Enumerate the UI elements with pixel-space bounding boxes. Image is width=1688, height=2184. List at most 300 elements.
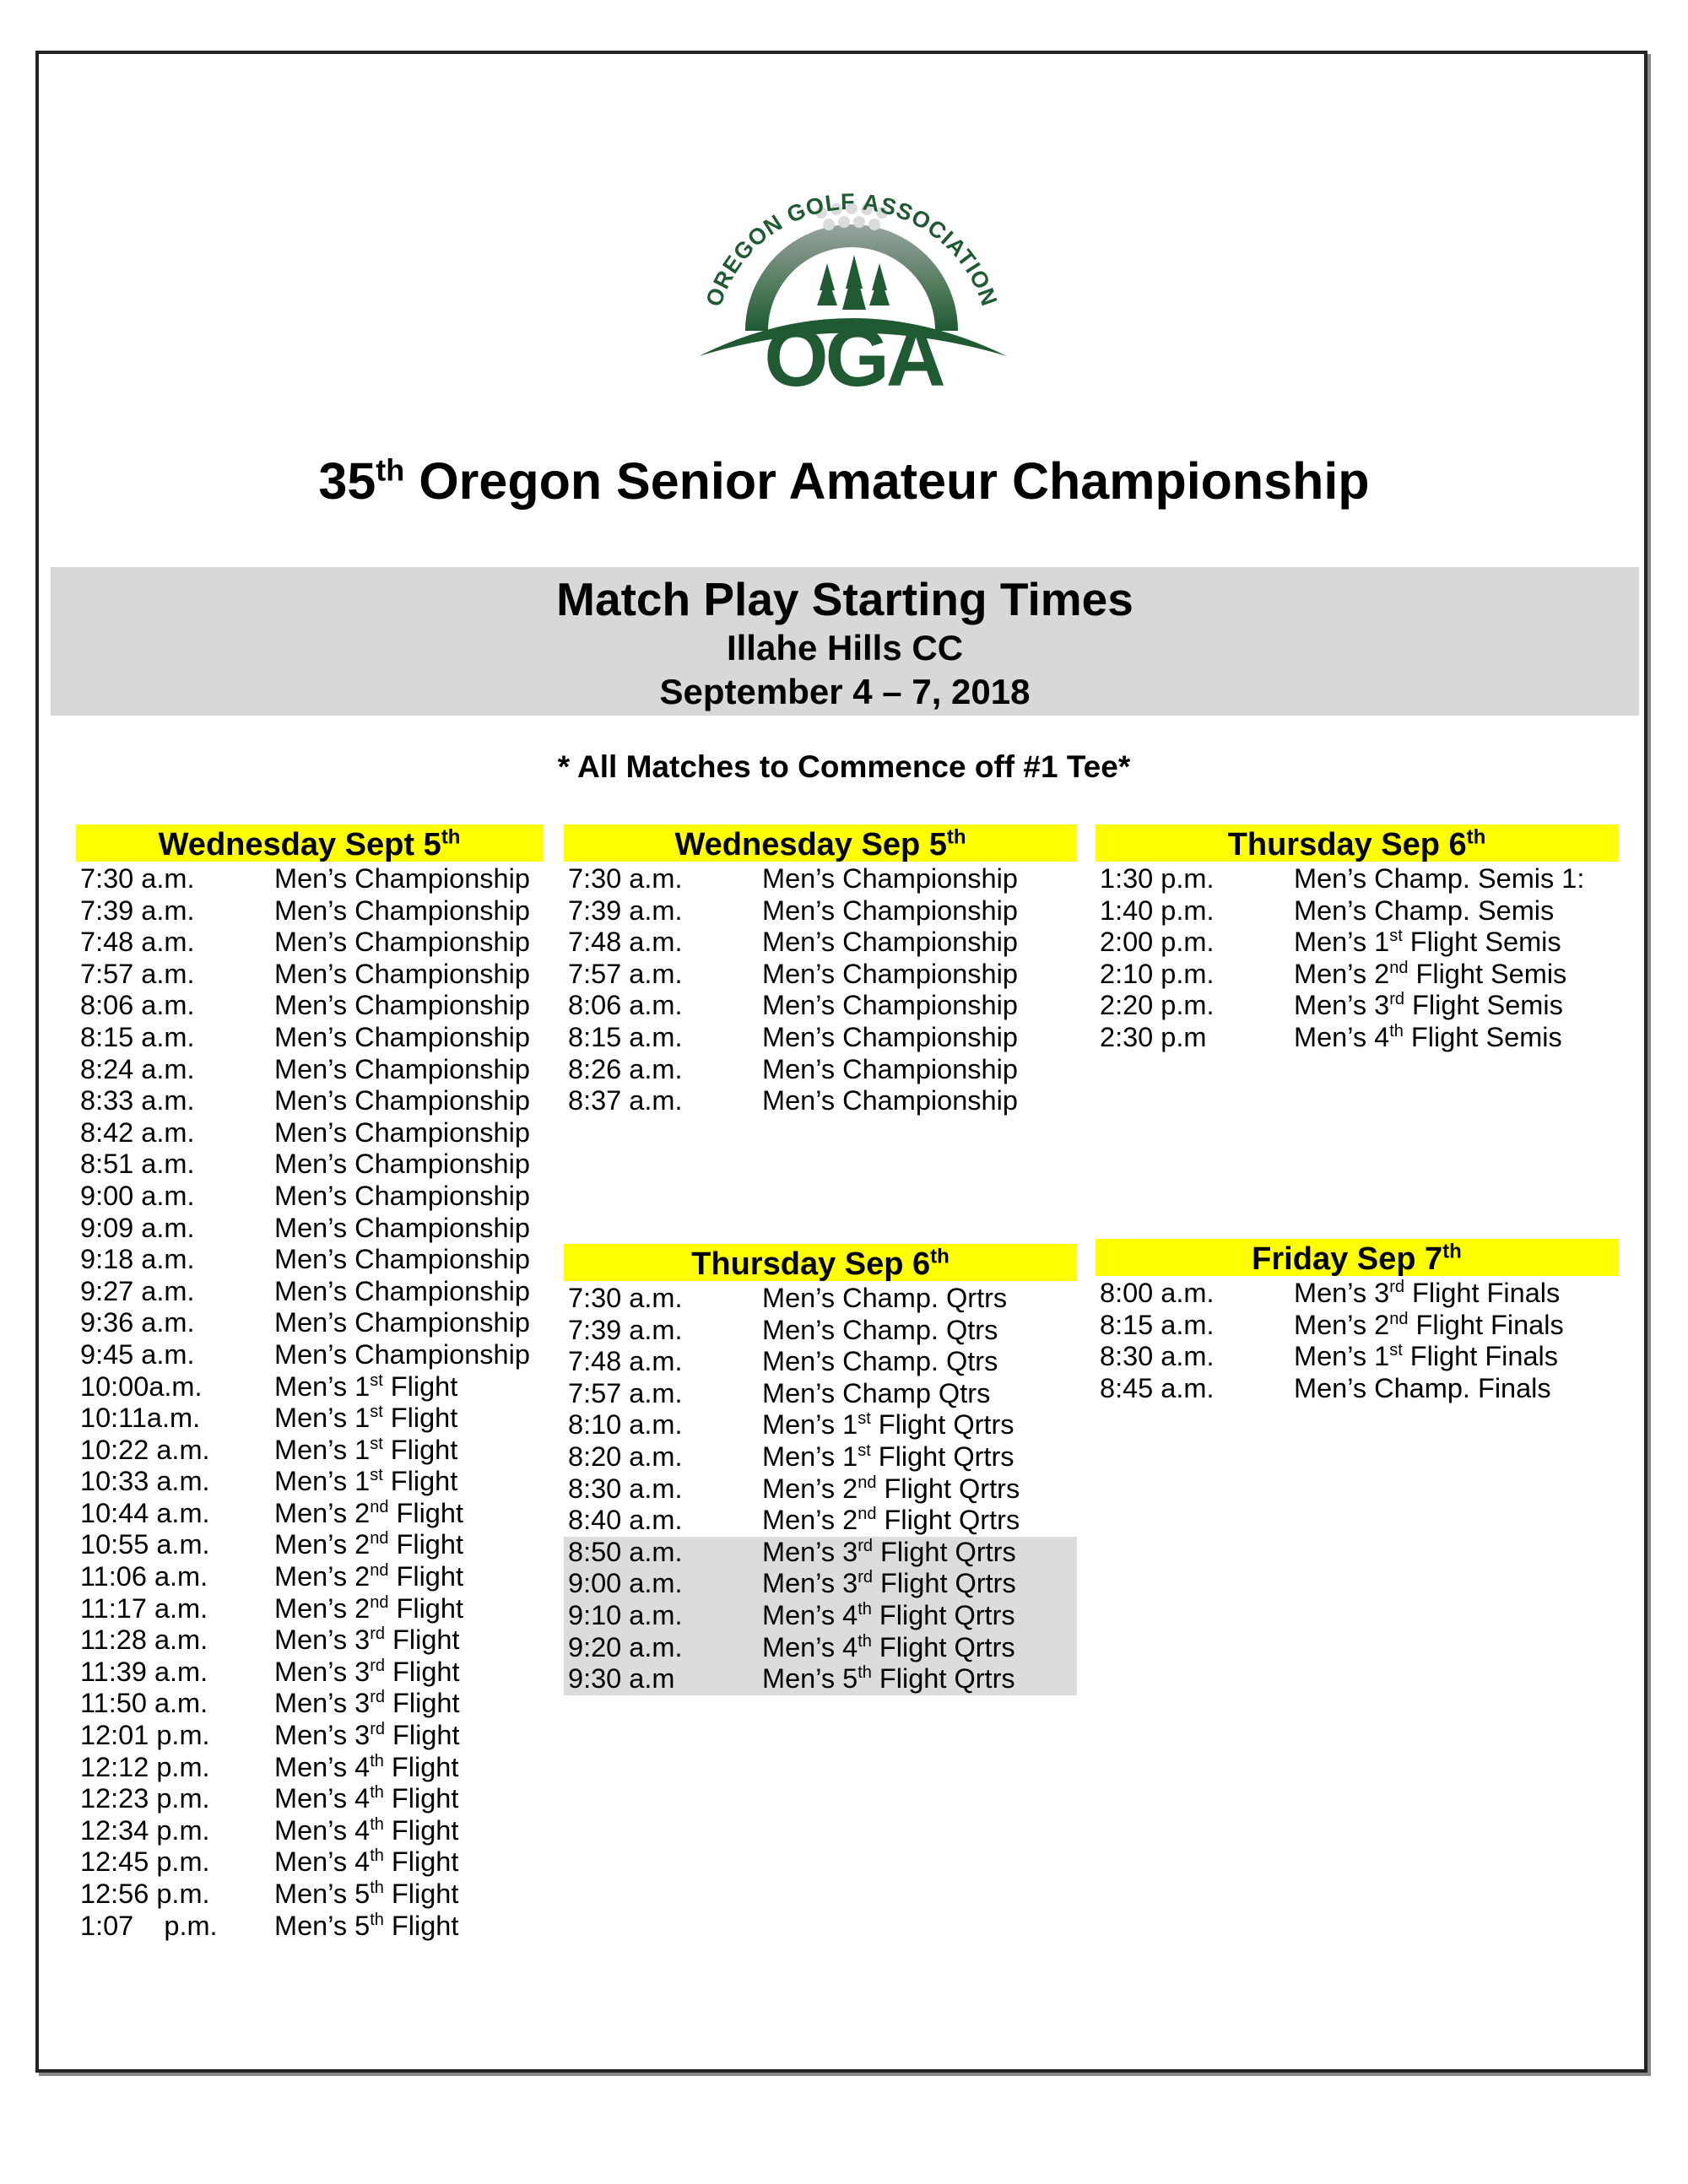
tee-time: 8:06 a.m. <box>568 990 683 1021</box>
tee-time: 2:30 p.m <box>1100 1021 1207 1052</box>
tee-time: 7:39 a.m. <box>80 895 195 926</box>
tee-time: 7:48 a.m. <box>80 927 195 958</box>
ordinal-suffix: nd <box>858 1505 877 1524</box>
tee-time: 8:30 a.m. <box>568 1473 683 1504</box>
section-heading <box>1096 824 1618 862</box>
tee-time: 8:10 a.m. <box>568 1409 683 1441</box>
schedule-row <box>76 1815 543 1847</box>
tee-time: 7:30 a.m. <box>568 863 683 894</box>
event-text: Men’s 1 <box>274 1466 371 1497</box>
event-text: Men’s Champ. Qtrs <box>762 1314 998 1345</box>
event-text: Men’s 3 <box>274 1656 371 1687</box>
event-text-rest: Flight Qrtrs <box>870 1409 1014 1441</box>
event-text: Men’s Champ. Semis <box>1294 895 1555 926</box>
event-text-rest: Flight Qrtrs <box>871 1663 1015 1695</box>
schedule-row <box>76 1688 543 1720</box>
section-heading-text: Thursday Sep 6 <box>691 1246 931 1282</box>
schedule-row <box>76 1466 543 1498</box>
schedule-row <box>76 1657 543 1689</box>
event-text: Men’s 2 <box>274 1592 371 1624</box>
event-text: Men’s 3 <box>274 1624 371 1656</box>
event-name <box>274 1498 463 1530</box>
schedule-row <box>564 1441 1077 1473</box>
tee-time: 11:39 a.m. <box>80 1656 208 1687</box>
event-text: Men’s Championship <box>762 1085 1018 1116</box>
schedule-row <box>76 1022 543 1054</box>
event-name <box>274 1752 458 1784</box>
event-text: Men’s 2 <box>274 1529 371 1560</box>
section-heading-text: Thursday Sep 6 <box>1227 827 1467 862</box>
event-name <box>274 1244 530 1276</box>
tee-time: 10:33 a.m. <box>80 1466 210 1497</box>
event-text-rest: Flight <box>383 1910 459 1941</box>
event-text: Men’s 4 <box>762 1631 858 1662</box>
event-text: Men’s 5 <box>274 1879 371 1909</box>
tee-time: 8:15 a.m. <box>1100 1309 1215 1340</box>
ordinal-suffix: rd <box>370 1688 386 1707</box>
schedule-row <box>564 863 1077 895</box>
schedule-rows <box>76 863 543 1942</box>
event-text: Men’s 1 <box>274 1434 371 1465</box>
tee-time: 9:30 a.m <box>568 1663 675 1695</box>
event-text: Men’s 2 <box>274 1561 371 1592</box>
event-name <box>1294 1310 1564 1342</box>
ordinal-suffix: th <box>370 1879 384 1898</box>
event-name <box>274 1149 530 1181</box>
schedule-row <box>76 1403 543 1435</box>
schedule-row <box>564 1600 1077 1632</box>
tee-time: 8:33 a.m. <box>80 1085 195 1116</box>
event-name <box>762 1022 1018 1054</box>
schedule-wednesday-1 <box>76 824 543 1942</box>
title-text: Oregon Senior Amateur Championship <box>404 452 1370 510</box>
tee-time: 10:22 a.m. <box>80 1434 210 1465</box>
schedule-row <box>564 1085 1077 1117</box>
event-name <box>1294 895 1554 927</box>
tee-time: 8:40 a.m. <box>568 1505 683 1536</box>
ordinal-suffix: st <box>370 1370 383 1390</box>
event-name <box>274 1720 460 1752</box>
oga-logo <box>682 137 1020 390</box>
event-name <box>274 990 530 1022</box>
schedule-thursday-afternoon <box>1096 824 1618 1054</box>
schedule-rows <box>564 1283 1077 1695</box>
event-name <box>1294 1022 1562 1054</box>
event-name <box>762 1378 990 1410</box>
event-text-rest: Flight <box>385 1624 460 1656</box>
event-name <box>762 1663 1015 1695</box>
schedule-row <box>564 1663 1077 1695</box>
event-name <box>274 1054 530 1086</box>
event-text: Men’s Championship <box>274 1149 530 1180</box>
schedule-row <box>564 1022 1077 1054</box>
event-name <box>274 1846 458 1879</box>
schedule-rows <box>564 863 1077 1117</box>
section-heading-text: Friday Sep 7 <box>1252 1241 1443 1277</box>
event-text-rest: Flight <box>383 1879 459 1909</box>
event-name <box>762 1632 1015 1664</box>
event-name <box>274 1624 460 1657</box>
schedule-friday <box>1096 1239 1618 1404</box>
tee-time: 7:30 a.m. <box>568 1283 683 1313</box>
schedule-row <box>76 1783 543 1815</box>
event-name <box>274 1657 460 1689</box>
event-name <box>274 1085 530 1117</box>
event-name <box>274 863 530 895</box>
tee-time: 10:11a.m. <box>80 1403 201 1434</box>
tee-time: 12:23 p.m. <box>80 1783 210 1814</box>
schedule-row <box>76 863 543 895</box>
schedule-row <box>564 927 1077 959</box>
event-name <box>1294 1278 1560 1310</box>
ordinal-suffix: rd <box>858 1568 874 1587</box>
event-text-rest: Flight Qrtrs <box>876 1473 1020 1504</box>
event-text: Men’s Championship <box>274 927 530 958</box>
schedule-row <box>1096 990 1618 1022</box>
event-text-rest: Flight <box>383 1814 459 1846</box>
banner-dates: September 4 – 7, 2018 <box>659 672 1031 711</box>
event-text-rest: Flight Finals <box>1408 1309 1564 1340</box>
schedule-rows <box>1096 1278 1618 1404</box>
schedule-row <box>76 1752 543 1784</box>
event-text: Men’s 3 <box>274 1688 371 1719</box>
event-name <box>274 1435 457 1467</box>
schedule-row <box>76 1244 543 1276</box>
schedule-thursday-morning <box>564 1244 1077 1695</box>
event-name <box>274 959 530 991</box>
ordinal-suffix: st <box>858 1409 871 1429</box>
event-text: Men’s Championship <box>274 1275 530 1306</box>
schedule-row <box>76 959 543 991</box>
ordinal-suffix: nd <box>1389 958 1409 977</box>
banner-title: Match Play Starting Times <box>556 573 1133 625</box>
event-text-rest: Flight Qrtrs <box>876 1505 1020 1536</box>
schedule-row <box>1096 927 1618 959</box>
title-number: 35 <box>318 452 376 510</box>
tee-time: 7:48 a.m. <box>568 927 683 958</box>
tee-time: 2:10 p.m. <box>1100 958 1215 989</box>
tee-time: 7:57 a.m. <box>80 958 195 989</box>
ordinal-suffix: th <box>1389 1022 1404 1041</box>
event-name <box>274 1561 463 1593</box>
event-text-rest: Flight <box>383 1783 459 1814</box>
event-text: Men’s 4 <box>274 1783 371 1814</box>
event-name <box>274 1783 458 1815</box>
event-name <box>762 1441 1014 1473</box>
tee-time: 9:10 a.m. <box>568 1599 683 1630</box>
section-heading-suffix: th <box>441 825 461 849</box>
section-heading-suffix: th <box>1442 1240 1462 1263</box>
schedule-row <box>76 1085 543 1117</box>
event-text: Men’s 3 <box>274 1720 371 1751</box>
section-heading <box>1096 1239 1618 1276</box>
ordinal-suffix: th <box>858 1631 872 1651</box>
event-text-rest: Flight Semis <box>1403 1021 1562 1052</box>
schedule-row <box>76 1498 543 1530</box>
event-name <box>274 1815 458 1847</box>
schedule-row <box>76 895 543 927</box>
event-text: Men’s Champ. Semis 1: <box>1294 863 1585 894</box>
ordinal-suffix: rd <box>370 1624 386 1644</box>
event-text-rest: Flight <box>385 1720 460 1751</box>
event-text: Men’s 2 <box>1294 958 1390 989</box>
tee-time: 10:00a.m. <box>80 1370 203 1402</box>
schedule-row <box>76 1117 543 1149</box>
event-name <box>762 990 1018 1022</box>
ordinal-suffix: rd <box>1389 1278 1405 1297</box>
section-heading <box>564 824 1077 862</box>
schedule-row <box>564 895 1077 927</box>
event-text: Men’s 2 <box>274 1497 371 1528</box>
tee-time: 2:20 p.m. <box>1100 990 1215 1021</box>
tee-time: 8:15 a.m. <box>568 1021 683 1052</box>
tee-time: 8:00 a.m. <box>1100 1278 1215 1308</box>
event-text-rest: Flight <box>385 1656 460 1687</box>
tee-time: 7:30 a.m. <box>80 863 195 894</box>
event-text-rest: Flight <box>385 1688 460 1719</box>
tee-time: 2:00 p.m. <box>1100 927 1215 958</box>
schedule-row <box>564 1537 1077 1569</box>
event-name <box>762 1409 1014 1441</box>
event-text: Men’s 1 <box>762 1441 858 1472</box>
schedule-row <box>1096 1341 1618 1373</box>
event-name <box>274 1022 530 1054</box>
tee-time: 12:01 p.m. <box>80 1720 210 1751</box>
event-text: Men’s Championship <box>274 1212 530 1243</box>
tee-time: 12:34 p.m. <box>80 1814 210 1846</box>
ordinal-suffix: th <box>370 1910 384 1929</box>
tee-time: 12:56 p.m. <box>80 1879 210 1909</box>
tee-time: 1:30 p.m. <box>1100 863 1215 894</box>
schedule-row <box>564 1346 1077 1378</box>
ordinal-suffix: st <box>1389 927 1403 946</box>
ordinal-suffix: st <box>370 1403 383 1422</box>
event-name <box>762 1600 1015 1632</box>
tee-time: 8:30 a.m. <box>1100 1341 1215 1372</box>
event-text: Men’s Championship <box>274 895 530 926</box>
event-text: Men’s Championship <box>274 1307 530 1338</box>
event-text: Men’s Championship <box>762 1053 1018 1084</box>
event-name <box>762 1346 998 1378</box>
event-name <box>274 1403 457 1435</box>
event-name <box>1294 927 1561 959</box>
section-heading <box>564 1244 1077 1281</box>
event-name <box>762 1568 1016 1600</box>
tee-time: 11:17 a.m. <box>80 1592 208 1624</box>
event-name <box>1294 1373 1551 1405</box>
schedule-row <box>564 1409 1077 1441</box>
event-name <box>274 1117 530 1149</box>
ordinal-suffix: nd <box>370 1561 389 1581</box>
event-name <box>274 895 530 927</box>
schedule-row <box>564 1473 1077 1506</box>
event-text: Men’s 2 <box>1294 1309 1390 1340</box>
event-text: Men’s Championship <box>274 1116 530 1148</box>
ordinal-suffix: th <box>370 1783 384 1803</box>
schedule-row <box>76 990 543 1022</box>
tee-time: 11:06 a.m. <box>80 1561 208 1592</box>
event-text: Men’s Championship <box>274 990 530 1021</box>
event-text: Men’s 4 <box>274 1751 371 1782</box>
schedule-row <box>76 1149 543 1181</box>
event-name <box>274 1181 530 1213</box>
event-text-rest: Flight <box>388 1497 463 1528</box>
tee-time: 9:36 a.m. <box>80 1307 195 1338</box>
schedule-row <box>564 959 1077 991</box>
ordinal-suffix: th <box>858 1663 872 1683</box>
ordinal-suffix: th <box>858 1600 872 1619</box>
tee-time: 7:39 a.m. <box>568 1314 683 1345</box>
logo-mark: OGA <box>764 311 943 390</box>
event-text: Men’s Championship <box>274 1244 530 1275</box>
event-text-rest: Flight Qrtrs <box>873 1536 1016 1567</box>
schedule-row <box>1096 1022 1618 1054</box>
event-name <box>274 1466 457 1498</box>
tee-time: 1:07 p.m. <box>80 1910 218 1941</box>
tee-time: 8:15 a.m. <box>80 1021 195 1052</box>
tee-time: 9:00 a.m. <box>568 1568 683 1599</box>
event-text-rest: Flight <box>383 1846 459 1878</box>
schedule-row <box>564 1568 1077 1600</box>
event-name <box>762 959 1018 991</box>
event-text: Men’s Championship <box>274 1053 530 1084</box>
tee-time: 9:27 a.m. <box>80 1275 195 1306</box>
event-text: Men’s Championship <box>762 895 1018 926</box>
page-title <box>0 451 1688 511</box>
schedule-row <box>76 1054 543 1086</box>
ordinal-suffix: th <box>370 1814 384 1834</box>
event-name <box>762 863 1018 895</box>
tee-time: 1:40 p.m. <box>1100 895 1215 926</box>
event-text-rest: Flight <box>382 1403 458 1434</box>
event-name <box>1294 990 1563 1022</box>
schedule-row <box>76 1720 543 1752</box>
section-heading-suffix: th <box>930 1245 950 1268</box>
section-heading <box>76 824 543 862</box>
logo-arc-text: OREGON GOLF ASSOCIATION <box>701 188 1003 310</box>
event-text: Men’s 5 <box>762 1663 858 1695</box>
title-ordinal-suffix: th <box>376 452 405 488</box>
event-text: Men’s Champ. Qtrs <box>762 1346 998 1377</box>
event-text-rest: Flight Finals <box>1404 1278 1561 1308</box>
event-text: Men’s 1 <box>274 1403 371 1434</box>
event-text: Men’s Champ. Qrtrs <box>762 1283 1008 1313</box>
event-name <box>1294 959 1566 991</box>
event-text-rest: Flight Finals <box>1402 1341 1559 1372</box>
ordinal-suffix: nd <box>370 1529 389 1549</box>
tee-time: 8:26 a.m. <box>568 1053 683 1084</box>
event-text: Men’s 3 <box>762 1536 858 1567</box>
event-name <box>762 1537 1016 1569</box>
schedule-row <box>76 1276 543 1308</box>
event-name <box>1294 863 1584 895</box>
event-text-rest: Flight <box>382 1434 458 1465</box>
schedule-row <box>564 990 1077 1022</box>
tee-time: 10:55 a.m. <box>80 1529 210 1560</box>
event-name <box>274 1529 463 1561</box>
tee-time: 12:12 p.m. <box>80 1751 210 1782</box>
ordinal-suffix: rd <box>858 1536 874 1555</box>
tee-note: * All Matches to Commence off #1 Tee* <box>557 749 1131 784</box>
ordinal-suffix: st <box>858 1441 871 1461</box>
event-text: Men’s 3 <box>1294 990 1390 1021</box>
tee-time: 8:42 a.m. <box>80 1116 195 1148</box>
event-text: Men’s 5 <box>274 1910 371 1941</box>
tee-time: 9:18 a.m. <box>80 1244 195 1275</box>
event-text: Men’s 1 <box>274 1370 371 1402</box>
event-text: Men’s 1 <box>1294 927 1390 958</box>
event-name <box>274 1307 530 1339</box>
ordinal-suffix: nd <box>370 1592 389 1612</box>
event-text-rest: Flight Qrtrs <box>873 1568 1016 1599</box>
event-text: Men’s Championship <box>762 990 1018 1021</box>
event-text: Men’s 4 <box>274 1814 371 1846</box>
event-text: Men’s Championship <box>762 927 1018 958</box>
event-name <box>274 1688 460 1720</box>
event-text: Men’s Championship <box>762 863 1018 894</box>
event-text-rest: Flight Semis <box>1402 927 1561 958</box>
event-name <box>762 895 1018 927</box>
schedule-row <box>564 1632 1077 1664</box>
header-banner <box>51 567 1639 716</box>
tee-time: 9:00 a.m. <box>80 1180 195 1211</box>
event-text: Men’s Championship <box>762 958 1018 989</box>
event-text: Men’s Champ. Finals <box>1294 1372 1551 1403</box>
event-text-rest: Flight Qrtrs <box>871 1599 1015 1630</box>
event-text-rest: Flight <box>388 1529 463 1560</box>
event-name <box>762 1085 1018 1117</box>
event-text-rest: Flight Qrtrs <box>870 1441 1014 1472</box>
ordinal-suffix: nd <box>370 1498 389 1517</box>
ordinal-suffix: rd <box>370 1720 386 1739</box>
event-name <box>274 1911 458 1943</box>
event-text: Men’s Championship <box>762 1021 1018 1052</box>
event-text-rest: Flight <box>388 1592 463 1624</box>
event-text: Men’s Championship <box>274 958 530 989</box>
event-name <box>274 1276 530 1308</box>
schedule-row <box>1096 863 1618 895</box>
tee-time: 8:06 a.m. <box>80 990 195 1021</box>
schedule-row <box>76 1593 543 1625</box>
event-text-rest: Flight Semis <box>1404 990 1563 1021</box>
schedule-row <box>1096 895 1618 927</box>
event-text: Men’s Championship <box>274 863 530 894</box>
schedule-row <box>76 1307 543 1339</box>
schedule-row <box>76 1911 543 1943</box>
schedule-row <box>564 1054 1077 1086</box>
section-heading-text: Wednesday Sept 5 <box>158 827 441 862</box>
schedule-row <box>76 1371 543 1403</box>
tee-time: 8:24 a.m. <box>80 1053 195 1084</box>
schedule-row <box>76 1213 543 1245</box>
ordinal-suffix: th <box>370 1751 384 1770</box>
event-text: Men’s 3 <box>1294 1278 1390 1308</box>
ordinal-suffix: rd <box>370 1657 386 1676</box>
ordinal-suffix: st <box>1389 1341 1403 1360</box>
event-text-rest: Flight <box>382 1466 458 1497</box>
section-heading-suffix: th <box>946 825 966 849</box>
event-name <box>274 1879 458 1911</box>
schedule-row <box>76 1339 543 1371</box>
schedule-row <box>76 1624 543 1657</box>
schedule-row <box>1096 959 1618 991</box>
tee-time: 7:48 a.m. <box>568 1346 683 1377</box>
schedule-row <box>1096 1373 1618 1405</box>
tee-time: 8:45 a.m. <box>1100 1372 1215 1403</box>
tee-time: 11:50 a.m. <box>80 1688 208 1719</box>
tee-time: 12:45 p.m. <box>80 1846 210 1878</box>
event-text-rest: Flight <box>388 1561 463 1592</box>
